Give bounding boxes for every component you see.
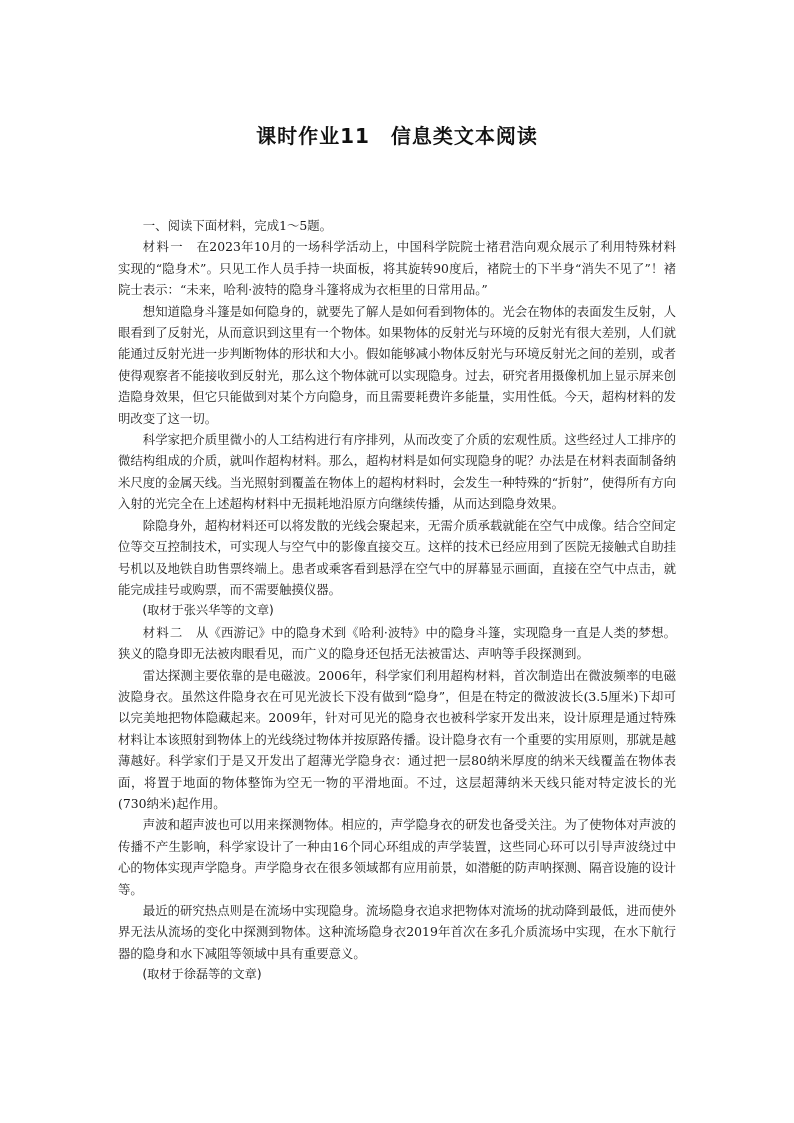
material2-paragraph-3: 声波和超声波也可以用来探测物体。相应的，声学隐身衣的研发也备受关注。为了使物体对声波的传播不产生影响，科学家设计了一种由16个同心环组成的声学装置，这些同心环可以引导声波绕过中心的物体实现声学隐身。声学隐身衣在很多领域都有应用前景，如潜艇的防声呐探测、隔音设施的设计等。 (118, 817, 676, 897)
material1-paragraph-3: 科学家把介质里微小的人工结构进行有序排列，从而改变了介质的宏观性质。这些经过人工排序的微结构组成的介质，就叫作超构材料。那么，超构材料是如何实现隐身的呢？办法是在材料表面制备纳米尺度的金属天线。当光照射到覆盖在物体上的超构材料时，会发生一种特殊的“折射”，使得所有方向入射的光完全在上述超构材料中无损耗地沿原方向继续传播，从而达到隐身效果。 (118, 432, 676, 512)
material1-paragraph-4: 除隐身外，超构材料还可以将发散的光线会聚起来，无需介质承载就能在空气中成像。结合空间定位等交互控制技术，可实现人与空气中的影像直接交互。这样的技术已经应用到了医院无接触式自助挂号机以及地铁自助售票终端上。患者或乘客看到悬浮在空气中的屏幕显示画面，直接在空气中点击，就能完成挂号或购票，而不需要触摸仪器。 (118, 517, 676, 597)
material2-paragraph-1-text: 从《西游记》中的隐身术到《哈利·波特》中的隐身斗篷，实现隐身一直是人类的梦想。狭义的隐身即无法被肉眼看见，而广义的隐身还包括无法被雷达、声呐等手段探测到。 (118, 624, 676, 662)
material1-label: 材料一 (142, 239, 184, 255)
material2-paragraph-1 (118, 622, 676, 665)
material2-paragraph-4: 最近的研究热点则是在流场中实现隐身。流场隐身衣追求把物体对流场的扰动降到最低，进而使外界无法从流场的变化中探测到物体。这种流场隐身衣2019年首次在多孔介质流场中实现，在水下航行器的隐身和水下减阻等领域中具有重要意义。 (118, 903, 676, 961)
material2-source: (取材于徐磊等的文章) (142, 967, 262, 982)
material2-paragraph-2: 雷达探测主要依靠的是电磁波。2006年，科学家们利用超构材料，首次制造出在微波频率的电磁波隐身衣。虽然这件隐身衣在可见光波长下没有做到“隐身”，但是在特定的微波波长(3.5厘米)下却可以完美地把物体隐藏起来。2009年，针对可见光的隐身衣也被科学家开发出来，设计原理是通过特殊材料让本该照射到物体上的光线绕过物体并按原路传播。设计隐身衣有一个重要的实用原则，那就是越薄越好。科学家们于是又开发出了超薄光学隐身衣：通过把一层80纳米厚度的纳米天线覆盖在物体表面，将置于地面的物体整饰为空无一物的平滑地面。不过，这层超薄纳米天线只能对特定波长的光(730纳米)起作用。 (118, 667, 676, 811)
material2-label: 材料二 (142, 624, 184, 640)
material1-source: (取材于张兴华等的文章) (142, 603, 274, 618)
page-title: 课时作业11 信息类文本阅读 (256, 124, 538, 148)
material1-paragraph-1-text: 在2023年10月的一场科学活动上，中国科学院院士褚君浩向观众展示了利用特殊材料实现的“隐身术”。只见工作人员手持一块面板，将其旋转90度后，褚院士的下半身“消失不见了”！褚院士表示：“未来，哈利·波特的隐身斗篷将成为衣柜里的日常用品。” (118, 239, 677, 298)
article-body (118, 215, 676, 986)
question-instruction: 一、阅读下面材料，完成1～5题。 (142, 218, 333, 233)
material1-paragraph-1 (118, 236, 676, 300)
material1-paragraph-2: 想知道隐身斗篷是如何隐身的，就要先了解人是如何看到物体的。光会在物体的表面发生反射，人眼看到了反射光，从而意识到这里有一个物体。如果物体的反射光与环境的反射光有很大差别，人们就能通过反射光进一步判断物体的形状和大小。假如能够减小物体反射光与环境反射光之间的差别，或者使得观察者不能接收到反射光，那么这个物体就可以实现隐身。过去，研究者用摄像机加上显示屏来创造隐身效果，但它只能做到对某个方向隐身，而且需要耗费许多能量，实用性低。今天，超构材料的发明改变了这一切。 (118, 303, 676, 426)
